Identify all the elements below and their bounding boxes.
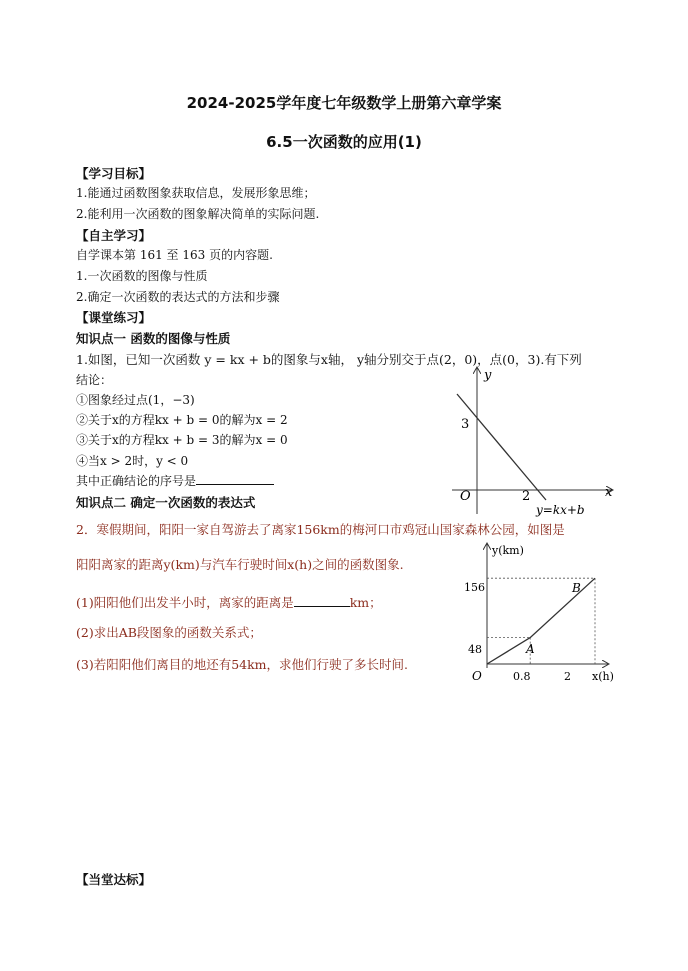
question-1-option-2: ②关于x的方程kx + b = 0的解为x = 2: [76, 413, 288, 427]
goals-heading: 【学习目标】: [76, 166, 152, 181]
question-1-option-4: ④当x > 2时，y < 0: [76, 454, 189, 468]
graph2-y-tick-48: 48: [468, 643, 482, 656]
question-2-line-1: 2．寒假期间，阳阳一家自驾游去了离家156km的梅河口市鸡冠山国家森林公园，如图是: [76, 522, 565, 537]
question-2-sub-1: [76, 593, 382, 611]
question-1-answer-line: [76, 472, 274, 489]
self-study-item-1: 自学课本第 161 至 163 页的内容题.: [76, 248, 273, 262]
question-2-sub-1-blank[interactable]: [294, 594, 350, 607]
question-1-option-3: ③关于x的方程kx + b = 3的解为x = 0: [76, 433, 288, 447]
graph2-x-tick-0.8: 0.8: [513, 670, 531, 683]
goal-item-2: 2.能利用一次函数的图象解决简单的实际问题.: [76, 207, 320, 221]
graph1-function-line: [457, 394, 546, 500]
graph1-y-label: y: [484, 368, 492, 383]
graph1-x-label: x: [605, 485, 613, 500]
lesson-title: 6.5一次函数的应用(1): [266, 133, 422, 151]
question-1-line-2: 结论：: [76, 373, 113, 387]
question-1-option-1: ①图象经过点(1，−3): [76, 393, 195, 407]
practice-heading: 【课堂练习】: [76, 310, 152, 325]
graph1-origin-label: O: [460, 489, 471, 504]
question-2-sub-3: (3)若阳阳他们离目的地还有54km，求他们行驶了多长时间.: [76, 657, 409, 672]
question-1-answer-blank[interactable]: [196, 472, 274, 485]
knowledge-point-1-title: 知识点一 函数的图像与性质: [76, 331, 231, 346]
question-1-line-1: 1.如图，已知一次函数 y = kx + b的图象与x轴， y轴分别交于点(2，0)，点(0，3).有下列: [76, 352, 582, 367]
graph2-point-a-label: A: [526, 642, 535, 656]
graph1-x-intercept-label: 2: [522, 489, 531, 504]
question-1-answer-prefix: 其中正确结论的序号是: [76, 474, 197, 488]
graph2-y-tick-156: 156: [464, 581, 485, 594]
graph1-y-intercept-label: 3: [461, 417, 470, 432]
question-2-sub-2: (2)求出AB段图象的函数关系式；: [76, 625, 262, 640]
linear-function-graph: [440, 362, 620, 520]
distance-time-graph: [458, 538, 618, 688]
graph2-point-b-label: B: [572, 581, 581, 595]
graph2-x-tick-2: 2: [564, 670, 571, 683]
assessment-heading: 【当堂达标】: [76, 872, 152, 887]
goal-item-1: 1.能通过函数图象获取信息，发展形象思维；: [76, 186, 316, 200]
self-study-item-3: 2.确定一次函数的表达式的方法和步骤: [76, 290, 280, 304]
question-2-sub-1-suffix: km；: [349, 595, 382, 610]
self-study-item-2: 1.一次函数的图像与性质: [76, 269, 208, 283]
question-2-sub-1-prefix: (1)阳阳他们出发半小时，离家的距离是: [76, 595, 294, 610]
graph2-y-label: y(km): [492, 544, 524, 557]
graph1-line-label: y=kx+b: [536, 503, 585, 517]
self-study-heading: 【自主学习】: [76, 228, 152, 243]
graph2-x-label: x(h): [592, 670, 614, 683]
document-title: 2024-2025学年度七年级数学上册第六章学案: [186, 94, 502, 112]
question-2-line-2: 阳阳离家的距离y(km)与汽车行驶时间x(h)之间的函数图象.: [76, 557, 404, 572]
graph2-origin-label: O: [472, 669, 482, 683]
knowledge-point-2-title: 知识点二 确定一次函数的表达式: [76, 495, 256, 510]
